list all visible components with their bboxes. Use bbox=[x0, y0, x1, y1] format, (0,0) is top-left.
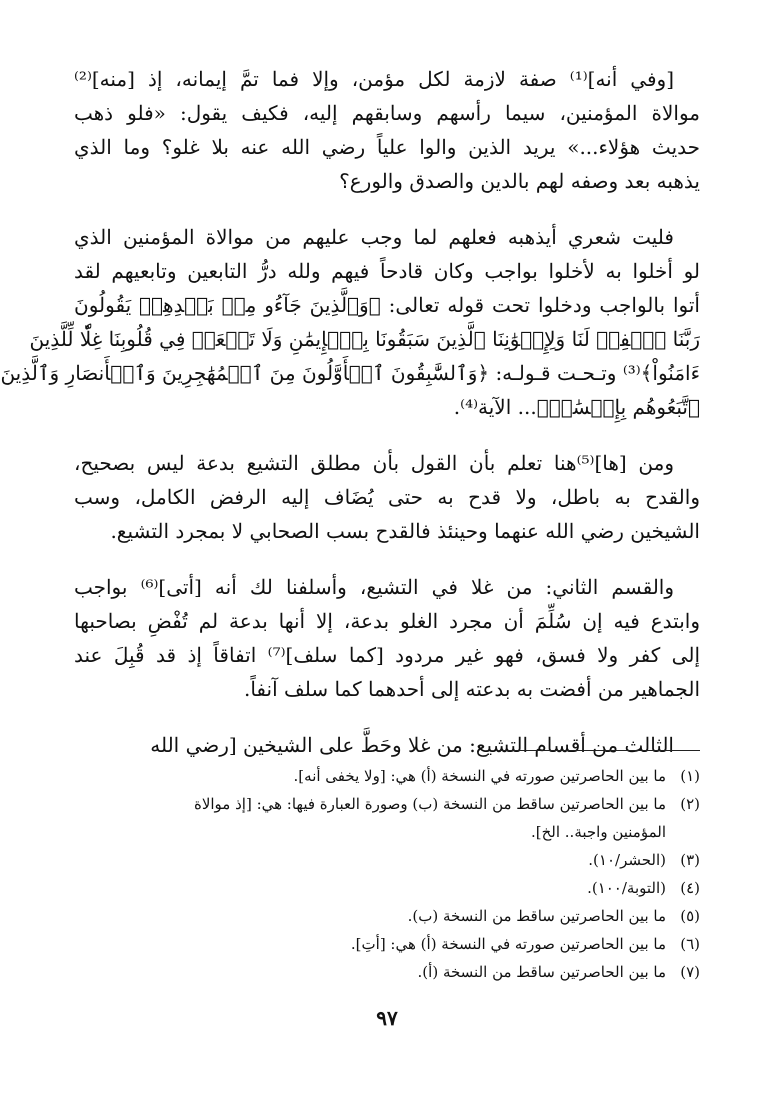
footnote-text: (الحشر/١٠). bbox=[588, 851, 666, 869]
footnote-1 bbox=[74, 762, 700, 790]
footnote-text: (التوبة/١٠٠). bbox=[587, 879, 666, 897]
text-line: لو أخلوا به لأخلوا بواجب وكان قادحاً فيهم ولله درُّ التابعين وتابعيهم لقد bbox=[74, 259, 700, 283]
footnote-number: (٦) bbox=[680, 935, 700, 953]
footnote-2 bbox=[74, 790, 700, 818]
paragraph-2 bbox=[0, 220, 700, 424]
text-line: إلى كفر ولا فسق، فهو غير مردود [كما سلف]⁽⁷⁾ اتفاقاً إذ قد قُبِلَ عند bbox=[74, 643, 700, 667]
text-line: حديث هؤلاء...» يريد الذين والوا علياً رضي الله عنه بلا غلو؟ وما الذي bbox=[74, 135, 700, 159]
footnote-number: (٥) bbox=[680, 907, 700, 925]
text-line: وابتدع فيه إن سُلِّمَ أن مجرد الغلو بدعة، إلا أنها بدعة لم تُفْضِ بصاحبها bbox=[74, 609, 700, 633]
text-line: الجماهير من أفضت به بدعته إلى أحدهما كما سلف آنفاً. bbox=[243, 677, 700, 701]
text-line: [وفي أنه]⁽¹⁾ صفة لازمة لكل مؤمن، وإلا فما تمَّ إيمانه، إذ [منه]⁽²⁾ bbox=[74, 67, 674, 91]
footnote-text: ما بين الحاصرتين ساقط من النسخة (أ). bbox=[417, 963, 666, 981]
footnote-5 bbox=[74, 902, 700, 930]
text-line: أتوا بالواجب ودخلوا تحت قوله تعالى: ﴿وَٱلَّذِينَ جَآءُو مِنۢ بَعۡدِهِمۡ يَقُولُونَ bbox=[74, 293, 700, 317]
text-line: رَبَّنَا ٱغۡفِرۡ لَنَا وَلِإِخۡوَٰنِنَا ٱلَّذِينَ سَبَقُونَا بِٱلۡإِيمَٰنِ وَلَا تَجۡعَلۡ فِي قُلُوبِنَا غِلّٗا لِّلَّذِينَ bbox=[29, 327, 700, 351]
paragraph-4 bbox=[74, 570, 700, 706]
text-line: ٱتَّبَعُوهُم بِإِحۡسَٰنٖ﴾... الآية⁽⁴⁾. bbox=[453, 395, 700, 419]
footnote-number: (٧) bbox=[680, 963, 700, 981]
footnote-number: (٣) bbox=[680, 851, 700, 869]
footnote-divider bbox=[500, 750, 700, 751]
footnote-text: ما بين الحاصرتين صورته في النسخة (أ) هي: [أتِ]. bbox=[350, 935, 666, 953]
text-line: الثالث من أقسام التشيع: من غلا وحَطَّ على الشيخين [رضي الله bbox=[150, 733, 674, 757]
footnote-text: ما بين الحاصرتين ساقط من النسخة (ب) وصورة العبارة فيها: هي: [إذ موالاة bbox=[193, 795, 666, 813]
footnote-number: (١) bbox=[680, 767, 700, 785]
text-line: والقسم الثاني: من غلا في التشيع، وأسلفنا لك أنه [أتى]⁽⁶⁾ بواجب bbox=[74, 575, 674, 599]
text-line: موالاة المؤمنين، سيما رأسهم وسابقهم إليه، فكيف يقول: «فلو ذهب bbox=[74, 101, 700, 125]
footnote-6 bbox=[74, 930, 700, 958]
footnote-text: ما بين الحاصرتين ساقط من النسخة (ب). bbox=[407, 907, 666, 925]
page-number: ٩٧ bbox=[376, 1006, 398, 1030]
footnote-3 bbox=[74, 846, 700, 874]
footnote-number: (٤) bbox=[680, 879, 700, 897]
text-line: ءَامَنُواْ﴾⁽³⁾ وتـحـت قـولـه: ﴿وَٱلسَّٰبِقُونَ ٱلۡأَوَّلُونَ مِنَ ٱلۡمُهَٰجِرِينَ وَٱلۡأَنصَارِ وَٱلَّذِينَ bbox=[0, 361, 700, 385]
footnotes bbox=[74, 762, 700, 986]
text-line: والقدح به باطل، ولا قدح به حتى يُضَاف إليه الرفض الكامل، وسب bbox=[74, 485, 700, 509]
text-line: ومن [ها]⁽⁵⁾هنا تعلم بأن القول بأن مطلق التشيع بدعة ليس بصحيح، bbox=[74, 451, 674, 475]
footnote-continuation: المؤمنين واجبة.. الخ]. bbox=[530, 823, 666, 841]
footnote-7 bbox=[74, 958, 700, 986]
text-line: فليت شعري أيذهبه فعلهم لما وجب عليهم من موالاة المؤمنين الذي bbox=[74, 225, 674, 249]
text-line: يذهبه بعد وصفه لهم بالدين والصدق والورع؟ bbox=[339, 169, 700, 193]
paragraph-1 bbox=[74, 62, 700, 198]
footnote-4 bbox=[74, 874, 700, 902]
footnote-text: ما بين الحاصرتين صورته في النسخة (أ) هي: [ولا يخفى أنه]. bbox=[293, 767, 666, 785]
footnote-number: (٢) bbox=[680, 795, 700, 813]
page-body bbox=[0, 62, 700, 1108]
paragraph-5 bbox=[74, 728, 700, 762]
text-line: الشيخين رضي الله عنهما وحينئذ فالقدح بسب الصحابي لا بمجرد التشيع. bbox=[110, 519, 700, 543]
paragraph-3 bbox=[74, 446, 700, 548]
